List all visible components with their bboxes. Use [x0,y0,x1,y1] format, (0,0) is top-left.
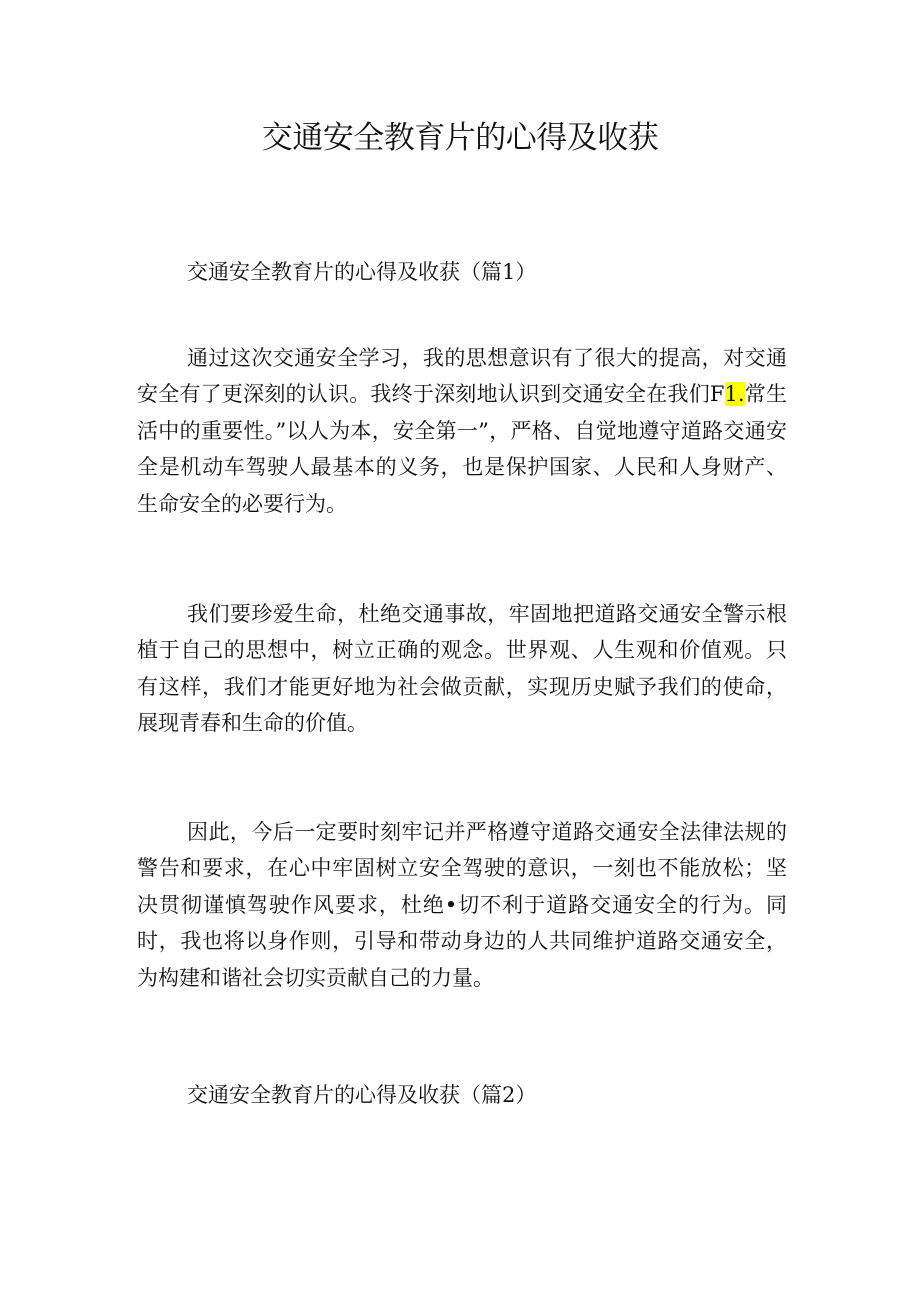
section-heading-2: 交通安全教育片的心得及收获（篇2） [187,1083,537,1107]
section-heading-1: 交通安全教育片的心得及收获（篇1） [187,260,537,284]
paragraph-2: 我们要珍爱生命，杜绝交通事故，牢固地把道路交通安全警示根植于自己的思想中，树立正确的观念。世界观、人生观和价值观。只有这样，我们才能更好地为社会做贡献，实现历史赋予我们的使命，展现青春和生命的价值。 [137,602,787,736]
paragraph-3: 因此，今后一定要时刻牢记并严格遵守道路交通安全法律法规的警告和要求，在心中牢固树立安全驾驶的意识，一刻也不能放松；坚决贯彻谨慎驾驶作风要求，杜绝•切不利于道路交通安全的行为。同时，我也将以身作则，引导和带动身边的人共同维护道路交通安全，为构建和谐社会切实贡献自己的力量。 [137,820,787,990]
document-title: 交通安全教育片的心得及收获 [261,120,659,156]
paragraph-1 [137,340,787,522]
highlighted-text: 1. [724,382,745,407]
paragraph-1-text-end: 常生活中的重要性。”以人为本，安全第一”，严格、自觉地遵守道路交通安全是机动车驾驶人最基本的义务，也是保护国家、人民和人身财产、生命安全的必要行为。 [137,382,788,516]
paragraph-1-text-start: 通过这次交通安全学习，我的思想意识有了很大的提高，对交通安全有了更深刻的认识。我终于深刻地认识到交通安全在我们F [137,346,787,407]
